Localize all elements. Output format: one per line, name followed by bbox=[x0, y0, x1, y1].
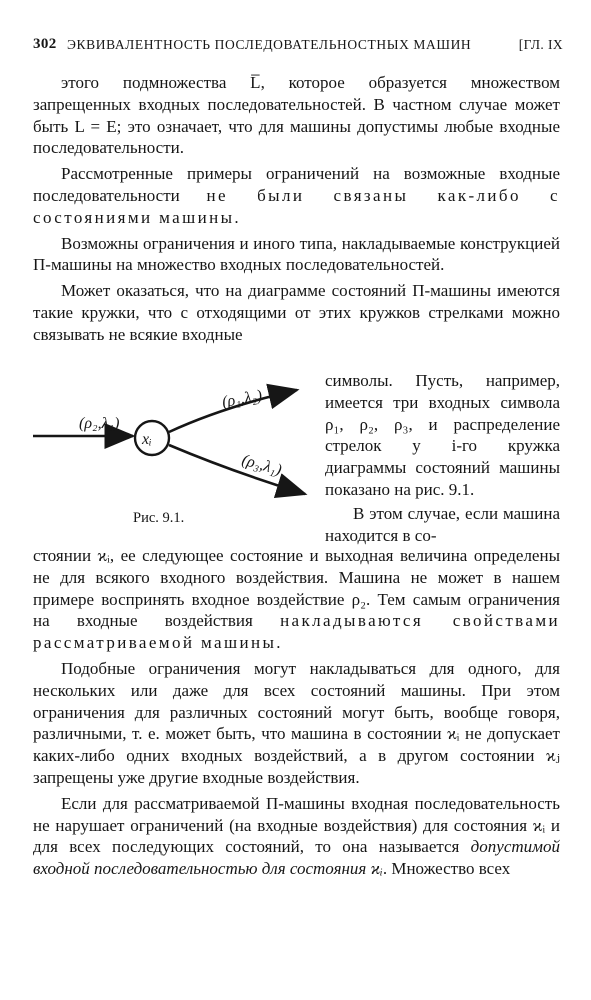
paragraph-text: Если для рассматриваемой П-машины входная последовательность не нарушает ограничений (на входные воздействия) для состояния ϰᵢ и для всех последующих состояний, то она называется bbox=[33, 793, 560, 857]
paragraph-text: Рассмотренные примеры ограничений на возможные входные последовательности bbox=[33, 164, 560, 205]
running-title: ЭКВИВАЛЕНТНОСТЬ ПОСЛЕДОВАТЕЛЬНОСТНЫХ МАШИН bbox=[67, 37, 472, 52]
paragraph: этого подмножества L̅, которое образуется множеством запрещенных входных последовательностей. В частном случае может быть L = E; это означает, что для машины допустимы любые входные последовательности. bbox=[33, 73, 560, 158]
side-text-block bbox=[325, 370, 560, 546]
lower-text-block bbox=[33, 545, 560, 880]
paragraph-continuation: символы. Пусть, например, имеется три входных символа ρ₁, ρ₂, ρ₃, и распределение стрелок у i-го кружка диаграммы состояний машины показано на рис. 9.1. bbox=[325, 371, 560, 499]
paragraph: Возможны ограничения и иного типа, накладываемые конструкцией П-машины на множество входных последовательностей. bbox=[33, 233, 560, 275]
lower-arrow-label: (ρ₃,λ₁) bbox=[239, 451, 284, 479]
spaced-emphasis: не были связаны как-либо с состояниями машины. bbox=[33, 185, 561, 227]
input-arrow-label: (ρ₂,λ₁) bbox=[79, 415, 120, 432]
upper-text-block bbox=[33, 72, 560, 346]
paragraph: В этом случае, если машина находится в со- bbox=[325, 503, 560, 545]
paragraph-continuation bbox=[33, 545, 560, 654]
paragraph bbox=[33, 793, 560, 880]
state-node bbox=[135, 421, 169, 455]
paragraph: Может оказаться, что на диаграмме состояний П-машины имеются такие кружки, что с отходящими от этих кружков стрелками можно связывать не всякие входные bbox=[33, 281, 560, 344]
paragraph: Подобные ограничения могут накладываться для одного, для нескольких или даже для всех состояний машины. При этом ограничения для различных состояний могут быть, вообще говоря, различными, т. е. может быть, что машина в состоянии ϰᵢ не допускает каких-либо одних входных воздействий, а в другом состоянии ϰⱼ запрещены уже другие входные воздействия. bbox=[33, 658, 560, 787]
state-node-label: xᵢ bbox=[142, 431, 152, 448]
paragraph bbox=[33, 163, 560, 228]
italic-definition: допустимой входной последовательностью для состояния ϰᵢ bbox=[33, 837, 560, 879]
figure-caption: Рис. 9.1. bbox=[133, 510, 185, 526]
spaced-emphasis: накладываются свойствами рассматриваемой машины. bbox=[33, 611, 560, 653]
chapter-marker: [ГЛ. IX bbox=[518, 37, 563, 52]
page-number: 302 bbox=[33, 36, 57, 52]
paragraph-text: . Множество всех bbox=[382, 859, 511, 879]
paragraph-text: стоянии ϰᵢ, ее следующее состояние и выходная величина определены не для всякого входного воздействия. Машина не может в нашем примере воспринять входное воздействие ρ₂. Тем самым ограничения на входные воздействия bbox=[33, 546, 560, 631]
lower-output-arrow bbox=[169, 445, 305, 494]
running-header bbox=[33, 36, 563, 58]
upper-arrow-label: (ρ₁,λ₂) bbox=[220, 387, 264, 411]
